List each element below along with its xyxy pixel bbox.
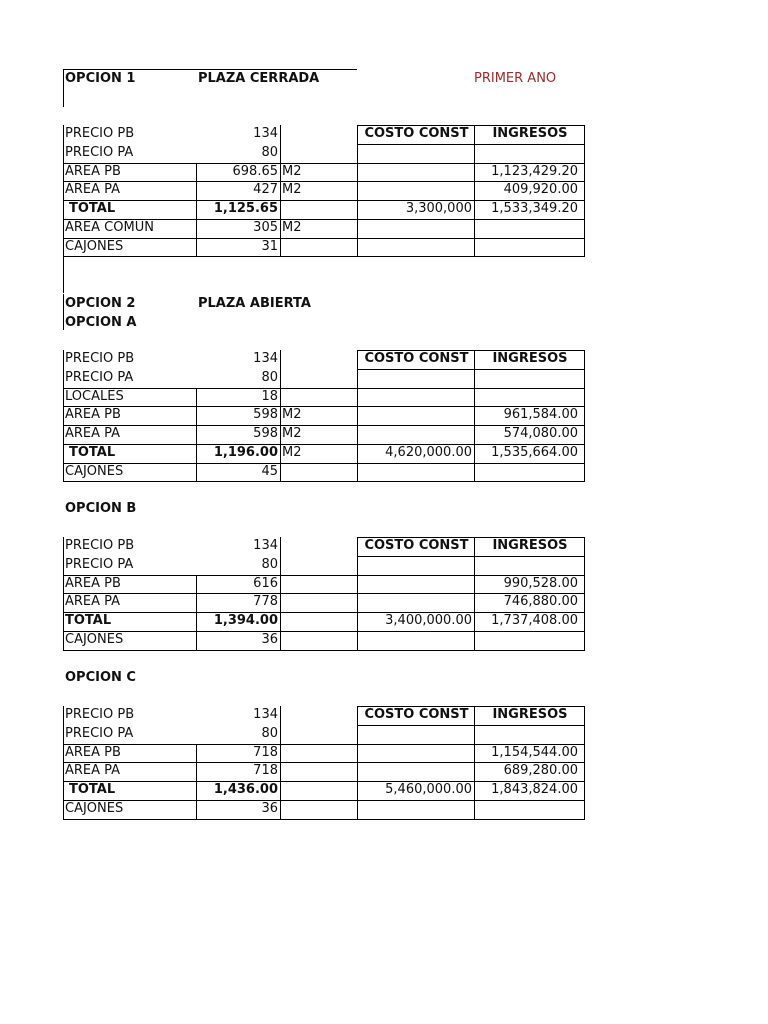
row-label: CAJONES (65, 631, 124, 647)
row-value: 598 (253, 407, 278, 423)
row-costo: 3,300,000 (405, 201, 472, 216)
row-costo: 3,400,000.00 (385, 613, 472, 628)
label-row-line (63, 819, 357, 820)
value-col-line (280, 350, 281, 482)
box-row-line (357, 725, 585, 726)
row-value: 80 (261, 369, 278, 385)
opcionC-title: OPCION C (65, 670, 136, 685)
row-unit: M2 (282, 163, 302, 179)
box-row-line (357, 256, 585, 257)
row-ingresos: 409,920.00 (503, 182, 578, 198)
box-row-line (357, 144, 585, 145)
row-ingresos: 689,280.00 (503, 763, 578, 779)
row-label: PRECIO PA (65, 144, 134, 160)
row-unit: M2 (282, 182, 302, 198)
row-label: AREA PB (65, 575, 121, 591)
box-left-line (357, 706, 358, 820)
box-row-line (357, 819, 585, 820)
opcionB-title: OPCION B (65, 501, 137, 516)
row-costo: 5,460,000.00 (385, 782, 472, 797)
ingresos-header: INGRESOS (492, 351, 568, 366)
ingresos-header: INGRESOS (492, 538, 568, 553)
row-value: 31 (261, 238, 278, 254)
value-col-line (280, 537, 281, 651)
box-right-line (584, 537, 585, 651)
row-ingresos: 1,533,349.20 (491, 201, 578, 216)
box-row-line (357, 369, 585, 370)
row-value: 18 (261, 388, 278, 404)
label-left-line (63, 706, 64, 820)
label-row-line (63, 650, 357, 651)
label-left-line (63, 125, 64, 257)
costo-const-header: COSTO CONST (364, 538, 469, 553)
row-label: LOCALES (65, 388, 124, 404)
row-value: 616 (253, 575, 278, 591)
row-label: AREA PA (65, 182, 121, 198)
row-unit: M2 (282, 444, 302, 460)
opcionA-title: OPCION A (65, 315, 137, 330)
box-left-line (357, 125, 358, 257)
costo-const-header: COSTO CONST (364, 126, 469, 141)
row-ingresos: 1,843,824.00 (491, 782, 578, 797)
box-right-line (584, 125, 585, 257)
box-left-line (357, 350, 358, 482)
row-label: CAJONES (65, 238, 124, 254)
row-label: TOTAL (65, 613, 112, 628)
row-label: AREA COMUN (65, 219, 154, 235)
box-row-line (357, 238, 585, 239)
box-left-line (357, 537, 358, 651)
row-label: PRECIO PA (65, 556, 134, 572)
box-right-line (584, 350, 585, 482)
box-row-line (357, 650, 585, 651)
row-label: PRECIO PB (65, 126, 135, 141)
row-label: PRECIO PB (65, 707, 135, 722)
row-value: 427 (253, 182, 278, 198)
box-row-line (357, 481, 585, 482)
box-row-line (357, 219, 585, 220)
row-value: 1,436.00 (213, 782, 278, 797)
label-row-line (63, 481, 357, 482)
row-ingresos: 746,880.00 (503, 594, 578, 610)
ingresos-header: INGRESOS (492, 707, 568, 722)
opcion1-subtitle: PLAZA CERRADA (198, 71, 320, 86)
left-border-line (63, 294, 64, 330)
row-value: 36 (261, 631, 278, 647)
row-unit: M2 (282, 407, 302, 423)
value-col-line (280, 125, 281, 257)
row-unit: M2 (282, 426, 302, 441)
row-value: 718 (253, 763, 278, 779)
row-value: 1,196.00 (213, 444, 278, 460)
label-left-line (63, 350, 64, 482)
row-value: 45 (261, 463, 278, 479)
opcion2-title: OPCION 2 (65, 296, 136, 311)
box-row-line (357, 800, 585, 801)
row-label: AREA PB (65, 744, 121, 760)
row-value: 698.65 (232, 163, 278, 179)
left-border-line (63, 69, 64, 107)
row-label: AREA PA (65, 426, 121, 441)
costo-const-header: COSTO CONST (364, 351, 469, 366)
row-value: 134 (253, 707, 278, 722)
box-row-line (357, 388, 585, 389)
box-row-line (357, 463, 585, 464)
row-value: 778 (253, 594, 278, 610)
value-col-line (280, 706, 281, 820)
row-value: 80 (261, 725, 278, 741)
row-unit: M2 (282, 219, 302, 235)
year-label: PRIMER ANO (474, 71, 557, 86)
row-label: AREA PA (65, 763, 121, 779)
row-ingresos: 961,584.00 (503, 407, 578, 423)
row-label: TOTAL (69, 782, 116, 797)
row-value: 134 (253, 351, 278, 366)
ingresos-header: INGRESOS (492, 126, 568, 141)
row-value: 718 (253, 744, 278, 760)
box-row-line (357, 556, 585, 557)
row-label: CAJONES (65, 800, 124, 816)
row-label: TOTAL (69, 444, 116, 460)
row-ingresos: 1,535,664.00 (491, 444, 578, 460)
row-value: 36 (261, 800, 278, 816)
row-ingresos: 574,080.00 (503, 426, 578, 441)
box-right-line (584, 706, 585, 820)
row-value: 1,125.65 (213, 201, 278, 216)
row-ingresos: 1,123,429.20 (491, 163, 578, 179)
opcion1-title: OPCION 1 (65, 71, 136, 86)
row-label: CAJONES (65, 463, 124, 479)
costo-const-header: COSTO CONST (364, 707, 469, 722)
row-value: 305 (253, 219, 278, 235)
left-border-line (63, 257, 64, 293)
opcion2-subtitle: PLAZA ABIERTA (198, 296, 311, 311)
label-row-line (63, 256, 357, 257)
label-left-line (63, 537, 64, 651)
row-value: 598 (253, 426, 278, 441)
row-label: TOTAL (69, 201, 116, 216)
row-value: 134 (253, 538, 278, 553)
row-value: 80 (261, 556, 278, 572)
row-ingresos: 1,737,408.00 (491, 613, 578, 628)
row-ingresos: 990,528.00 (503, 575, 578, 591)
row-label: PRECIO PA (65, 369, 134, 385)
row-value: 1,394.00 (213, 613, 278, 628)
row-ingresos: 1,154,544.00 (491, 744, 578, 760)
row-label: PRECIO PB (65, 351, 135, 366)
row-value: 134 (253, 126, 278, 141)
row-label: AREA PB (65, 407, 121, 423)
row-label: AREA PA (65, 594, 121, 610)
row-label: AREA PB (65, 163, 121, 179)
row-label: PRECIO PB (65, 538, 135, 553)
box-row-line (357, 631, 585, 632)
row-value: 80 (261, 144, 278, 160)
row-label: PRECIO PA (65, 725, 134, 741)
row-costo: 4,620,000.00 (385, 444, 472, 460)
